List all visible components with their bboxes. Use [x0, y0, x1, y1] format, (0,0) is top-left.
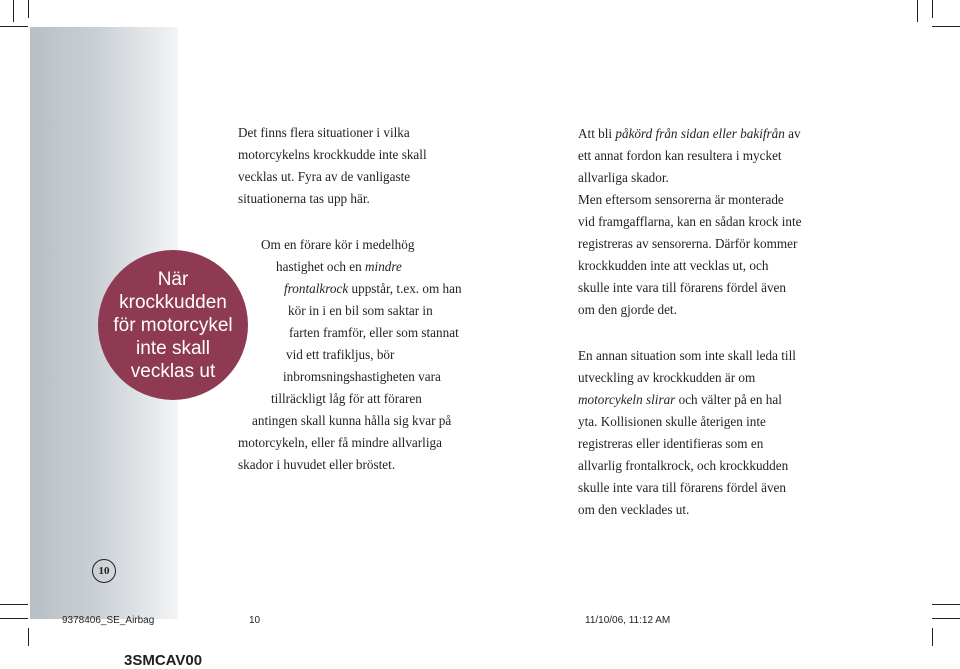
text-line: tillräckligt låg för att föraren [271, 391, 422, 406]
text-run-italic: frontalkrock [284, 281, 349, 296]
text-line [578, 123, 802, 145]
text-line: Det finns flera situationer i vilka [238, 125, 410, 140]
crop-mark [932, 628, 933, 646]
text-line: skador i huvudet eller bröstet. [238, 457, 396, 472]
text-line: krockkudden inte att vecklas ut, och [578, 258, 769, 273]
text-line: vid ett trafikljus, bör [286, 347, 395, 362]
text-run: och välter på en hal [675, 392, 782, 407]
text-line: allvarlig frontalkrock, och krockkudden [578, 458, 789, 473]
text-line: skulle inte vara till förarens fördel även [578, 280, 786, 295]
document-code: 3SMCAV00 [124, 652, 203, 669]
text-line: vecklas ut. Fyra av de vanligaste [238, 169, 411, 184]
text-run: hastighet och en [276, 259, 365, 274]
crop-mark [0, 26, 28, 27]
text-line: inbromsningshastigheten vara [283, 369, 441, 384]
crop-mark [932, 618, 960, 619]
footer-page: 10 [249, 615, 261, 626]
text-line: yta. Kollisionen skulle återigen inte [578, 414, 766, 429]
text-line: situationerna tas upp här. [238, 191, 370, 206]
text-line: motorcykelns krockkudde inte skall [238, 147, 427, 162]
text-run: uppstår, t.ex. om han [348, 281, 462, 296]
skid-paragraph [578, 345, 796, 521]
text-line [0, 278, 462, 300]
footer-filename: 9378406_SE_Airbag [62, 615, 155, 626]
text-line: om den gjorde det. [578, 302, 677, 317]
text-line: registreras eller identifieras som en [578, 436, 764, 451]
crop-mark [28, 0, 29, 18]
callout-line: för motorcykel [113, 314, 233, 336]
crop-mark [0, 604, 28, 605]
text-run-italic: påkörd från sidan eller bakifrån [615, 126, 785, 141]
crop-mark [932, 0, 933, 18]
callout-line: vecklas ut [130, 360, 216, 382]
text-line [578, 389, 796, 411]
text-line [0, 256, 462, 278]
text-line: skulle inte vara till förarens fördel även [578, 480, 786, 495]
text-line: motorcykeln, eller få mindre allvarliga [238, 435, 442, 450]
crop-mark [932, 604, 960, 605]
frontal-crash-paragraph [0, 234, 462, 476]
crop-mark [917, 0, 918, 22]
text-line: om den vecklades ut. [578, 502, 690, 517]
crop-mark [0, 618, 28, 619]
text-line: farten framför, eller som stannat [289, 325, 459, 340]
crop-mark [13, 0, 14, 22]
text-line: Men eftersom sensorerna är monterade [578, 192, 784, 207]
text-line: registreras av sensorerna. Därför kommer [578, 236, 798, 251]
text-line: ett annat fordon kan resultera i mycket [578, 148, 782, 163]
text-line: utveckling av krockkudden är om [578, 370, 756, 385]
text-line: antingen skall kunna hålla sig kvar på [252, 413, 452, 428]
callout-line: När [157, 268, 189, 290]
page-number: 10 [92, 559, 116, 583]
callout-line: krockkudden [119, 291, 227, 313]
text-run-italic: motorcykeln slirar [578, 392, 676, 407]
callout-line: inte skall [136, 337, 210, 359]
side-rear-collision-paragraph [578, 123, 802, 321]
text-line: vid framgafflarna, kan en sådan krock inte [578, 214, 802, 229]
intro-paragraph [238, 122, 427, 210]
text-line: allvarliga skador. [578, 170, 669, 185]
footer-timestamp: 11/10/06, 11:12 AM [585, 615, 671, 626]
text-run: Att bli [578, 126, 616, 141]
text-line: kör in i en bil som saktar in [288, 303, 433, 318]
text-line: En annan situation som inte skall leda till [578, 348, 796, 363]
crop-mark [28, 628, 29, 646]
text-run: av [784, 126, 801, 141]
crop-mark [932, 26, 960, 27]
text-line: Om en förare kör i medelhög [261, 237, 415, 252]
text-run-italic: mindre [365, 259, 402, 274]
